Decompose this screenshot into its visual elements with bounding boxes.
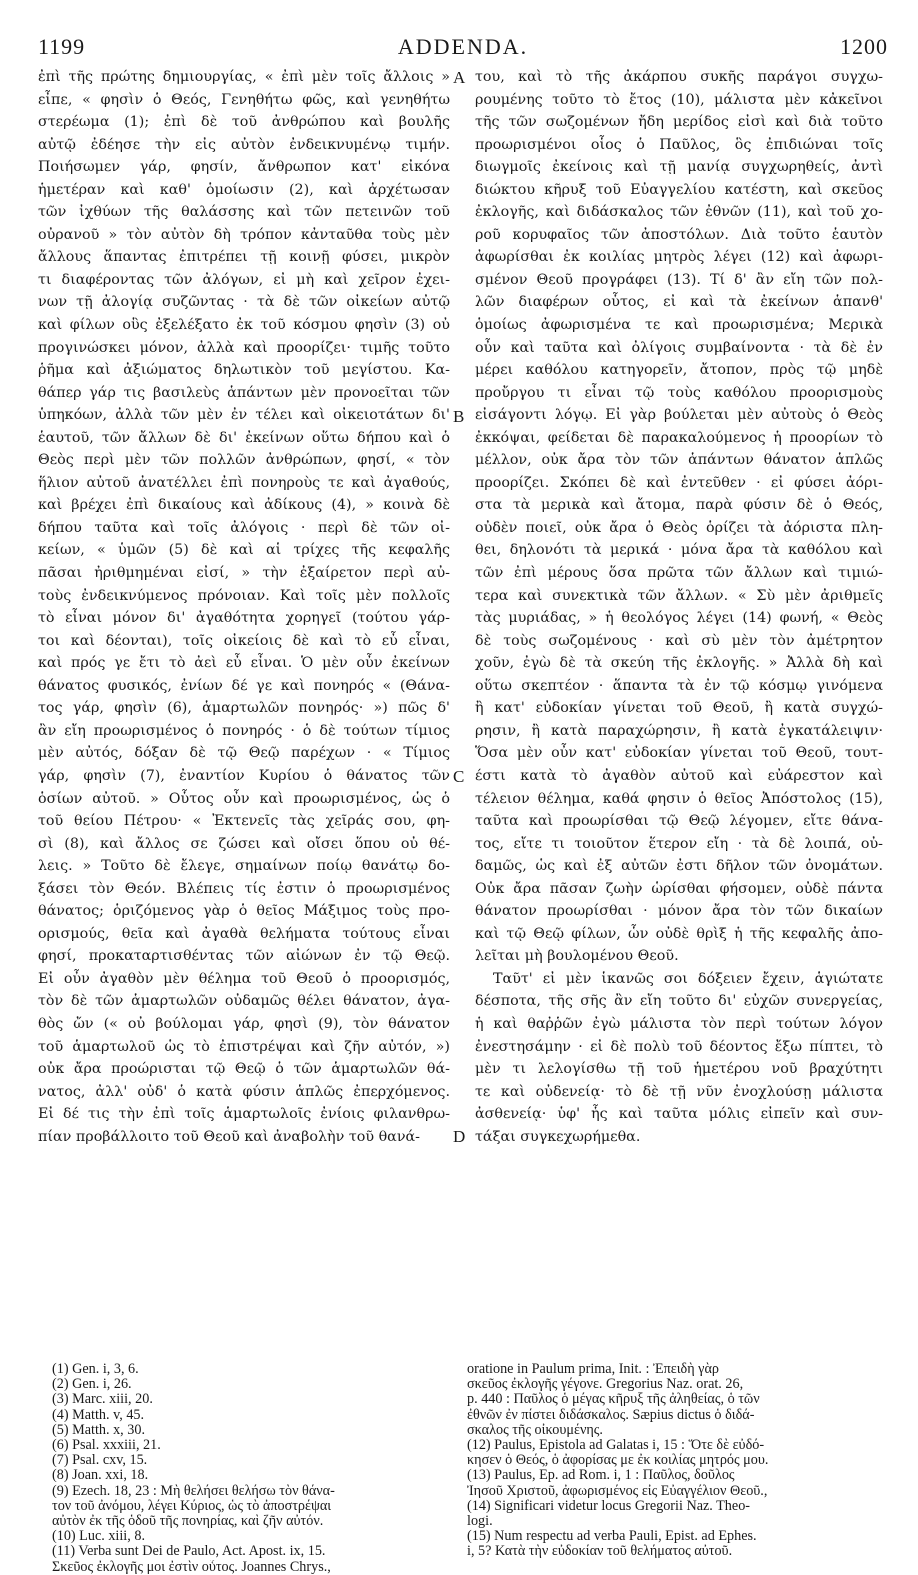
text-line: ὁμοίως ἀφωρισμένα τε καὶ προωρισμένα; Μερικὰ xyxy=(475,317,883,334)
text-line: τος, εἴτε τι τοιοῦτον ἕτερον εἴη · τὰ δὲ λοιπά, οὐ- xyxy=(475,835,883,852)
section-marker-a: A xyxy=(453,68,466,87)
text-line: κείων, « ὑμῶν (5) δὲ καὶ αἱ τρίχες τῆς κεφαλῆς xyxy=(38,542,450,559)
text-line: μὲν τι λελογίσθω τῇ τοῦ ἡμετέρου νοῦ βραχύτητι xyxy=(475,1061,883,1078)
text-line: θει, δηλονότι τὰ μερικά · μόνα ἄρα τὰ καθόλου καὶ xyxy=(475,542,883,559)
text-line: προγινώσκει μόνον, ἀλλὰ καὶ προορίζει· τιμῆς τοῦτο xyxy=(38,339,450,356)
text-line: ἥλιον αὐτοῦ ἀνατέλλει ἐπὶ πονηροὺς τε καὶ ἀγαθούς, xyxy=(38,474,450,491)
page-number-right: 1200 xyxy=(840,34,888,59)
text-line: νατος, ἀλλ' οὐδ' ὁ κατὰ φύσιν ἁπλῶς ἐπερχόμενος. xyxy=(38,1083,450,1100)
text-line: ρουμένης τοῦτο τὸ ἔτος (10), μάλιστα μὲν κἀκεῖνοι xyxy=(475,91,883,108)
text-line: ἢ κατ' εὐδοκίαν γίνεται τοῦ Θεοῦ, ἢ κατὰ συγχώ- xyxy=(475,700,883,717)
text-line: ἂν εἴη προωρισμένος ὁ πονηρός · ὁ δὲ τούτων τίμιος xyxy=(38,722,450,739)
footnote-line: (15) Num respectu ad verba Pauli, Epist. ad Ephes. xyxy=(467,1529,757,1545)
text-line: διωγμοῖς ἐκείνοις καὶ τῇ μανίᾳ συγχωρηθείς, ἀντὶ xyxy=(475,159,883,176)
footnote-line: Ἰησοῦ Χριστοῦ, ἀφωρισμένος εἰς Εὐαγγέλιον Θεοῦ., xyxy=(467,1483,768,1499)
text-line: Θεὸς περὶ μὲν τῶν πολλῶν ἀνθρώπων, φησί, « τὸν xyxy=(38,452,450,469)
text-line: δήπου ταῦτα καὶ τοῖς ἀλόγοις · περὶ δὲ τῶν οἰ- xyxy=(38,519,450,536)
text-line: προορίζει. Σκόπει δὲ καὶ ἐντεῦθεν · εἰ φύσει ἀόρι- xyxy=(475,474,883,491)
footnote-line: (14) Significari videtur locus Gregorii Naz. Theo- xyxy=(467,1498,751,1514)
footnote-line: σκεῦος ἐκλογῆς γέγονε. Gregorius Naz. orat. 26, xyxy=(467,1377,744,1393)
footnote-line: (13) Paulus, Ep. ad Rom. i, 1 : Παῦλος, δοῦλος xyxy=(467,1468,735,1484)
text-line: οὐρανοῦ » τὸν αὐτὸν δὴ τρόπον κἀνταῦθα τοὺς μὲν xyxy=(38,226,450,243)
text-line: δὲ τοὺς σωζομένους · καὶ σὺ μὲν τὸν ἀμέτρητον xyxy=(475,632,883,649)
right-text-column xyxy=(475,66,883,1148)
text-line: λεις. » Τοῦτο δὲ ἔλεγε, σημαίνων ποίῳ θανάτῳ δο- xyxy=(38,858,450,875)
footnote-line: αὐτὸν ἐκ τῆς ὁδοῦ τῆς πονηρίας, καὶ ζῆν αὐτόν. xyxy=(52,1514,324,1530)
text-line: ἡμετέραν καὶ καθ' ὁμοίωσιν (2), καὶ ἀρχέτωσαν xyxy=(38,181,450,198)
text-line: ρησιν, ἢ κατὰ παραχώρησιν, ἢ κατὰ ἐγκατάλειψιν· xyxy=(475,722,883,739)
text-line: λεῖται μὴ βουλομένου Θεοῦ. xyxy=(475,948,679,965)
text-line: αὐτῷ ἐδέησε τὴν εἰς αὐτὸν ἐνδεικνυμένῳ τιμήν. xyxy=(38,136,450,153)
text-line: τε καὶ οὐδενείᾳ· τὸ δὲ τῇ νῦν ἐνοχλούσῃ μάλιστα xyxy=(475,1083,883,1100)
text-line: τοὺς ἐνδεικνύμενος πρόνοιαν. Καὶ τοῖς μὲν πολλοῖς xyxy=(38,587,450,604)
text-line: στα τὰ μερικὰ καὶ ἄτομα, παρὰ φύσιν δὲ ὁ Θεός, xyxy=(475,497,883,514)
footnote-line: i, 5? Κατὰ τὴν εὐδοκίαν τοῦ θελήματος αὐτοῦ. xyxy=(467,1544,733,1560)
text-line: δαμῶς, ὡς καὶ ἐξ αὐτῶν ἐστι δῆλον τῶν ὀνομάτων. xyxy=(475,858,883,875)
text-line: θάνατον προωρίσθαι · μόνον ἄρα τὸν τῶν δικαίων xyxy=(475,903,883,920)
text-line: Οὐκ ἄρα πᾶσαν ζωὴν ὡρίσθαι φήσομεν, οὐδὲ πάντα xyxy=(475,880,883,897)
footnote-line: τον τοῦ ἀνόμου, λέγει Κύριος, ὡς τὸ ἀποστρέψαι xyxy=(52,1498,332,1514)
text-line: Ὅσα μὲν οὖν κατ' εὐδοκίαν γίνεται τοῦ Θεοῦ, τουτ- xyxy=(475,745,883,762)
text-line: τοῦ ἁμαρτωλοῦ ὡς τὸ ἐπιστρέψαι καὶ ζῆν αὐτόν, ») xyxy=(38,1038,450,1055)
text-line: ῥῆμα καὶ ἀξιώματος δηλωτικὸν τοῦ μεγίστου. Κα- xyxy=(38,362,450,379)
text-line: μὲν αὐτός, δόξαν δὲ τῷ Θεῷ παρέχων · « Τίμιος xyxy=(38,745,450,762)
text-line: στερέωμα (1); ἐπὶ δὲ τοῦ ἀνθρώπου καὶ βουλῆς xyxy=(38,114,450,131)
text-line: θάνατος φυσικός, ἐνίων δέ γε καὶ πονηρός « (Θάνα- xyxy=(38,677,450,694)
footnote-line: (5) Matth. x, 30. xyxy=(52,1422,145,1438)
text-line: Ταῦτ' εἰ μὲν ἱκανῶς σοι δόξειεν ἔχειν, ἁγιώτατε xyxy=(493,970,883,987)
page-number-left: 1199 xyxy=(38,34,86,59)
footnote-line: (10) Luc. xiii, 8. xyxy=(52,1529,145,1545)
footnote-line: (7) Psal. cxv, 15. xyxy=(52,1453,148,1469)
text-line: δέσποτα, τῆς σῆς ἂν εἴη τοῦτο δι' εὐχῶν συνεργείας, xyxy=(475,993,883,1010)
text-line: μέλλον, οὐκ ἄρα τὸν τῶν ἁπάντων θάνατον ἁπλῶς xyxy=(475,452,883,469)
text-line: καὶ τῷ Θεῷ φίλων, ὧν οὐδὲ θρὶξ ἡ τῆς κεφαλῆς ἀπο- xyxy=(475,925,883,942)
footnotes-right xyxy=(467,1362,887,1560)
footnote-line: (6) Psal. xxxiii, 21. xyxy=(52,1438,161,1454)
footnote-line: κησεν ὁ Θεός, ὁ ἀφορίσας με ἐκ κοιλίας μητρός μου. xyxy=(467,1453,769,1469)
text-line: ἐκκόψαι, φείδεται δὲ παρακαλούμενος ἡ προορίων τὸ xyxy=(475,429,883,446)
text-line: μέρει καθόλου κατηγορεῖν, ἄτοπον, πρὸς τῷ μηδὲ xyxy=(475,362,883,379)
page-header xyxy=(38,34,888,64)
text-line: ἐνεστησάμην · εἰ δὲ πολὺ τοῦ δέοντος ἔξω πίπτει, τὸ xyxy=(475,1038,883,1055)
text-line: καὶ φίλων οὓς ἐξελέξατο ἐκ τοῦ κόσμου φησὶν (3) οὐ xyxy=(38,317,450,334)
text-line: τῶν ἰχθύων τῆς θαλάσσης καὶ τῶν πετεινῶν τοῦ xyxy=(38,204,450,221)
footnote-line: ἐθνῶν ἐν πίστει διδάσκαλος. Sæpius dictus ὁ διδά- xyxy=(467,1407,755,1423)
footnote-line: (12) Paulus, Epistola ad Galatas i, 15 : Ὅτε δὲ εὐδό- xyxy=(467,1438,765,1454)
text-line: καὶ πρός γε ἔτι τὸ ἀεὶ εὖ εἶναι. Ὁ μὲν οὖν ἐκείνων xyxy=(38,655,450,672)
text-line: τὰς μυριάδας, » ἡ θεολόγος λέγει (14) φωνή, « Θεὸς xyxy=(475,610,883,627)
text-line: εἰσάγοντι λόγῳ. Εἰ γὰρ βούλεται μὲν αὐτοὺς ὁ Θεὸς xyxy=(475,407,883,424)
text-line: ἑαυτοῦ, τῶν ἄλλων δὲ δι' ἐκείνων οὕτω δήπου καὶ ὁ xyxy=(38,429,450,446)
text-line: θάπερ γάρ τις βασιλεὺς ἁπάντων μὲν προνοεῖται τῶν xyxy=(38,384,450,401)
text-line: λῶν διαφέρων οὗτος, εἰ καὶ τὰ ἐκείνων ἁπανθ' xyxy=(475,294,883,311)
text-line: τοῦ θείου Πέτρου· « Ἐκτενεῖς τὰς χεῖράς σου, φη- xyxy=(38,813,450,830)
text-line: ἀσθενείᾳ· ὑφ' ἧς καὶ ταῦτα μόλις εἰπεῖν καὶ συν- xyxy=(475,1106,883,1123)
text-line: τῶν ἐπὶ μέρους ὅσα πρῶτα τῶν ἄλλων καὶ τιμιώ- xyxy=(475,565,883,582)
text-line: του, καὶ τὸ τῆς ἀκάρπου συκῆς παράγοι συγχω- xyxy=(475,69,883,85)
text-line: ἐπὶ τῆς πρώτης δημιουργίας, « ἐπὶ μὲν τοῖς ἄλλοις » xyxy=(38,69,450,85)
text-line: πίαν προβάλλοιτο τοῦ Θεοῦ καὶ ἀναβολὴν τοῦ θανά- xyxy=(38,1128,421,1145)
text-line: οὐδὲν ποιεῖ, οὐκ ἄρα ὁ Θεὸς ὁρίζει τὰ ἀόριστα πλη- xyxy=(475,519,883,536)
text-line: έστι κατὰ τὸ ἀγαθὸν αὐτοῦ καὶ εὐάρεστον καὶ xyxy=(475,767,883,784)
footnote-line: (9) Ezech. 18, 23 : Μὴ θελήσει θελήσω τὸν θάνα- xyxy=(52,1483,335,1499)
text-line: γάρ, φησὶν (7), ἐναντίον Κυρίου ὁ θάνατος τῶν xyxy=(38,767,450,784)
footnote-line: p. 440 : Παῦλος ὁ μέγας κῆρυξ τῆς ἀληθείας, ὁ τῶν xyxy=(467,1392,760,1408)
text-line: τάξαι συγκεχωρήμεθα. xyxy=(475,1128,641,1145)
text-line: ἡ καὶ θαῤῥῶν ἐγὼ μάλιστα τὸν περὶ τούτων λόγον xyxy=(475,1015,883,1032)
footnotes-left xyxy=(52,1362,447,1575)
text-line: Ποιήσωμεν γάρ, φησίν, ἄνθρωπον κατ' εἰκόνα xyxy=(38,159,450,176)
footnote-line: (8) Joan. xxi, 18. xyxy=(52,1468,149,1484)
section-marker-c: C xyxy=(453,767,465,786)
section-marker-d: D xyxy=(453,1127,466,1146)
text-line: προὔργου τι εἶναι τῷ τοὺς καθόλου προορισμοὺς xyxy=(475,384,883,401)
text-line: ταῦτα καὶ προωρίσθαι τῷ Θεῷ λέγομεν, εἴτε θάνα- xyxy=(475,813,883,830)
text-line: προωρισμένοι οἷος ὁ Παῦλος, ὃς ἐπιδιώναι τοῖς xyxy=(475,136,883,153)
left-text-column xyxy=(38,66,450,1148)
text-line: νων τῇ ἀλογίᾳ συζῶντας · τὰ δὲ τῶν οἰκείων αὐτῷ xyxy=(38,294,450,311)
footnote-line: logi. xyxy=(467,1514,493,1530)
text-line: τι διαφέροντας τῶν ἀλόγων, εἰ μὴ καὶ χεῖρον ἐχει- xyxy=(38,271,450,288)
running-title: ADDENDA. xyxy=(397,34,529,59)
text-line: οὕτω σκεπτέον · ἅπαντα τὰ ἐν τῷ κόσμῳ γινόμενα xyxy=(475,677,883,694)
text-line: εἶπε, « φησὶν ὁ Θεός, Γενηθήτω φῶς, καὶ γενηθήτω xyxy=(38,91,450,108)
text-line: τῆς τῶν σωζομένων ἤδη μερίδος εἰσὶ καὶ διὰ τοῦτο xyxy=(475,114,883,131)
text-line: χοῦν, ἐγὼ δὲ τὰ σκεύη τῆς ἐκλογῆς. » Ἀλλὰ δὴ καὶ xyxy=(475,655,883,672)
text-line: καὶ βρέχει ἐπὶ δικαίους καὶ ἀδίκους (4), » κοινὰ δὲ xyxy=(38,497,450,514)
text-line: τερα καὶ συνεκτικὰ τῶν ἄλλων. « Σὺ μὲν ἀριθμεῖς xyxy=(475,587,883,604)
footnote-line: σκαλος τῆς οἰκουμένης. xyxy=(467,1422,603,1438)
text-line: τοι καὶ δέονται), τοῖς οἰκείοις δὲ καὶ τὸ εὖ εἶναι, xyxy=(38,632,450,649)
text-line: ἀφωρίσθαι ἐκ κοιλίας μητρὸς λέγει (12) καὶ ἀφωρι- xyxy=(475,249,883,266)
text-line: Εἰ οὖν ἀγαθὸν μὲν θέλημα τοῦ Θεοῦ ὁ προορισμός, xyxy=(38,970,450,987)
text-line: οὖν καὶ ταῦτα καὶ ὀλίγοις συμβαίνοντα · τὰ δὲ ἐν xyxy=(475,339,883,356)
section-marker-b: B xyxy=(453,407,465,426)
text-line: σὶ (8), καὶ ἄλλος σε ζώσει καὶ οἴσει ὅπου οὐ θέ- xyxy=(38,835,450,852)
text-line: σμένον Θεοῦ προγράφει (13). Τί δ' ἂν εἴη τῶν πολ- xyxy=(475,271,883,288)
footnote-line: Σκεῦος ἐκλογῆς μοι ἐστὶν οὗτος. Joannes Chrys., xyxy=(52,1559,331,1575)
footnote-line: oratione in Paulum prima, Init. : Ἐπειδὴ γὰρ xyxy=(467,1362,719,1377)
text-line: ὑπηκόων, ἀλλὰ τῶν μὲν ἐν τέλει καὶ οἰκειοτάτων δι' xyxy=(38,407,450,424)
text-line: ορισμούς, θεῖα καὶ ἀγαθὰ θελήματα τούτους εἶναι xyxy=(38,925,450,942)
text-line: διώκτου κῆρυξ τοῦ Εὐαγγελίου κατέστη, καὶ σκεῦος xyxy=(475,181,883,198)
text-line: οὐκ ἄρα προώρισται τῷ Θεῷ ὁ τῶν ἁμαρτωλῶν θά- xyxy=(38,1061,450,1078)
text-line: τὸν δὲ τῶν ἁμαρτωλῶν οὐδαμῶς θέλει θάνατον, ἀγα- xyxy=(38,993,450,1010)
text-line: ξάσει τὸν Θεόν. Βλέπεις τίς ἐστιν ὁ προωρισμένος xyxy=(38,880,450,897)
text-line: θάνατος; ὁριζόμενος γὰρ ὁ θεῖος Μάξιμος τοὺς προ- xyxy=(38,903,450,920)
footnote-line: (2) Gen. i, 26. xyxy=(52,1377,132,1393)
text-line: τος γάρ, φησὶν (6), ἁμαρτωλῶν πονηρός· ») πῶς δ' xyxy=(38,700,450,717)
text-line: ροῦ κορυφαῖος τῶν ἀποστόλων. Διὰ τοῦτο ἑαυτὸν xyxy=(475,226,883,243)
text-line: ἐκλογῆς, καὶ διδάσκαλος τῶν ἐθνῶν (11), καὶ τοῦ χο- xyxy=(475,204,883,221)
text-line: ἄλλους ἅπαντας ἐπιτρέπει τῇ κοινῇ φύσει, μικρὸν xyxy=(38,249,450,266)
footnote-line: (4) Matth. v, 45. xyxy=(52,1407,145,1423)
footnote-line: (3) Marc. xiii, 20. xyxy=(52,1392,153,1408)
text-line: τέλειον θέλημα, καθά φησιν ὁ θεῖος Ἀπόστολος (15), xyxy=(475,790,883,807)
text-line: πᾶσαι ἠριθμημέναι εἰσί, » τὴν ἐξαίρετον περὶ αὐ- xyxy=(38,565,450,582)
text-line: θὸς ὤν (« οὐ βούλομαι γάρ, φησὶ (9), τὸν θάνατον xyxy=(38,1015,450,1032)
text-line: Εἰ δέ τις τὴν ἐπὶ τοῖς ἁμαρτωλοῖς ἐνίοις φιλανθρω- xyxy=(38,1106,450,1123)
text-line: ὁσίων αὐτοῦ. » Οὗτος οὖν καὶ προωρισμένος, ὡς ὁ xyxy=(38,790,450,807)
text-line: τὸ εἶναι μόνον δι' ἀγαθότητα χορηγεῖ (τούτου γάρ- xyxy=(38,610,450,627)
footnote-line: (1) Gen. i, 3, 6. xyxy=(52,1362,139,1377)
footnote-line: (11) Verba sunt Dei de Paulo, Act. Apost. ix, 15. xyxy=(52,1544,326,1560)
text-line: φησί, προκαταρτισθέντας τῶν αἰώνων ἐν τῷ Θεῷ. xyxy=(38,948,450,965)
